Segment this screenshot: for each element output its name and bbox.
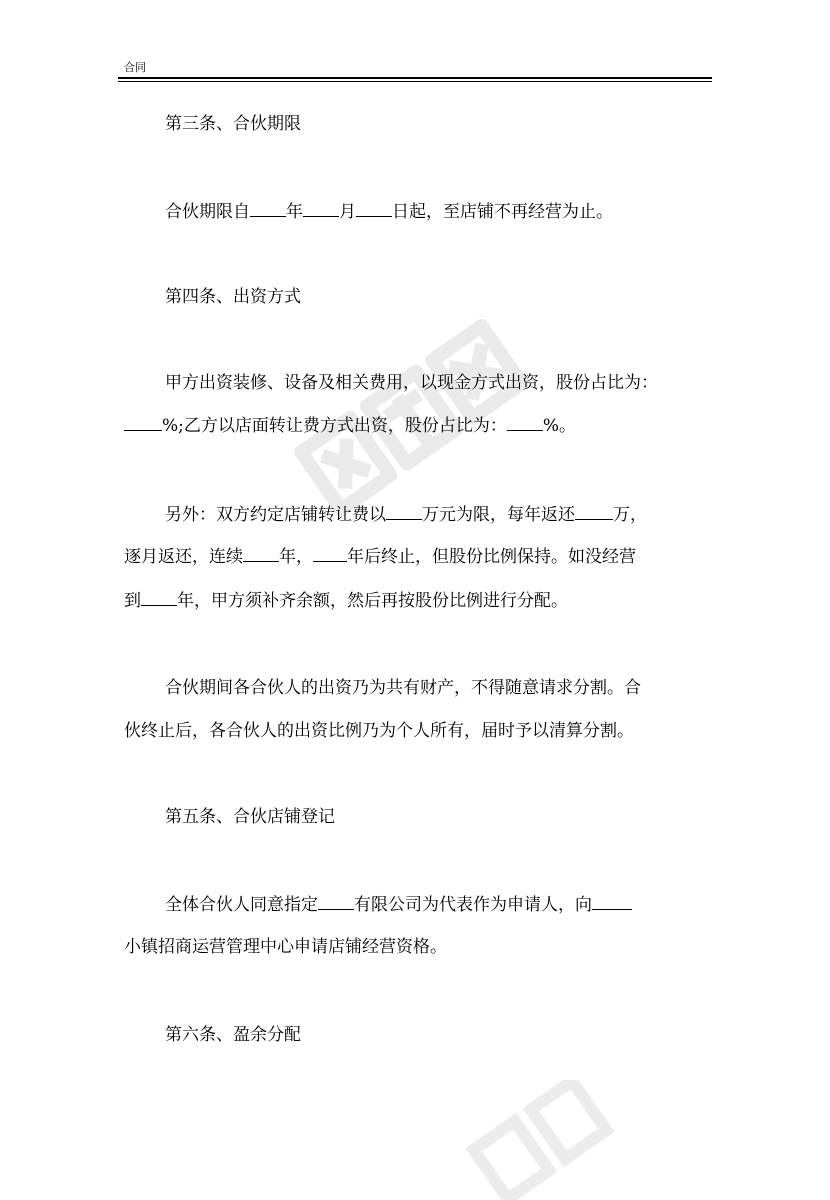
blank-annual-return (575, 503, 613, 520)
blank-year (250, 200, 286, 217)
article-6-heading: 第六条、盈余分配 (165, 1025, 301, 1045)
article-4-p1-line1: 甲方出资装修、设备及相关费用，以现金方式出资，股份占比为： (165, 373, 658, 393)
text-segment: 年，甲方须补齐余额，然后再按股份比例进行分配。 (177, 591, 568, 611)
header-rule-thin (118, 81, 712, 82)
text-segment: 逐月返还，连续 (124, 547, 243, 567)
article-3-paragraph (165, 200, 613, 223)
text-segment: 到 (124, 591, 141, 611)
text-segment: 全体合伙人同意指定 (165, 895, 318, 915)
blank-town-name (592, 893, 632, 910)
article-4-heading: 第四条、出资方式 (165, 287, 301, 307)
text-segment: 合伙期限自 (165, 202, 250, 222)
text-segment: 万， (613, 505, 647, 525)
text-segment: 月 (339, 202, 356, 222)
article-4-p1-line2 (124, 414, 576, 437)
article-4-p3-line1: 合伙期间各合伙人的出资乃为共有财产，不得随意请求分割。合 (165, 678, 641, 698)
header-rule-thick (118, 77, 712, 79)
blank-operating-years (141, 589, 177, 606)
blank-termination-years (313, 545, 347, 562)
article-4-p2-line1 (165, 503, 647, 526)
text-segment: 另外：双方约定店铺转让费以 (165, 505, 386, 525)
text-segment: 年， (279, 547, 313, 567)
article-5-p1-line2: 小镇招商运营管理中心申请店铺经营资格。 (124, 937, 447, 957)
text-segment: 日起，至店铺不再经营为止。 (392, 202, 613, 222)
blank-month (303, 200, 339, 217)
page-header-label: 合同 (124, 61, 146, 74)
blank-day (356, 200, 392, 217)
text-segment: 年 (286, 202, 303, 222)
article-5-heading: 第五条、合伙店铺登记 (165, 807, 335, 827)
blank-party-a-share (124, 414, 162, 431)
blank-party-b-share (507, 414, 543, 431)
watermark-logo-bottom (440, 1080, 640, 1200)
article-3-heading: 第三条、合伙期限 (165, 114, 301, 134)
blank-transfer-cap (386, 503, 422, 520)
text-segment: 年后终止，但股份比例保持。如没经营 (347, 547, 636, 567)
blank-company-name (318, 893, 354, 910)
article-4-p2-line3 (124, 589, 568, 612)
blank-consecutive-years (243, 545, 279, 562)
article-4-p3-line2: 伙终止后，各合伙人的出资比例乃为个人所有，届时予以清算分割。 (124, 721, 634, 741)
text-segment: 万元为限，每年返还 (422, 505, 575, 525)
article-5-p1-line1 (165, 893, 632, 916)
text-segment: %。 (542, 416, 577, 436)
article-4-p2-line2 (124, 545, 636, 568)
text-segment: 有限公司为代表作为申请人，向 (354, 895, 592, 915)
text-segment: %;乙方以店面转让费方式出资，股份占比为： (162, 416, 507, 436)
